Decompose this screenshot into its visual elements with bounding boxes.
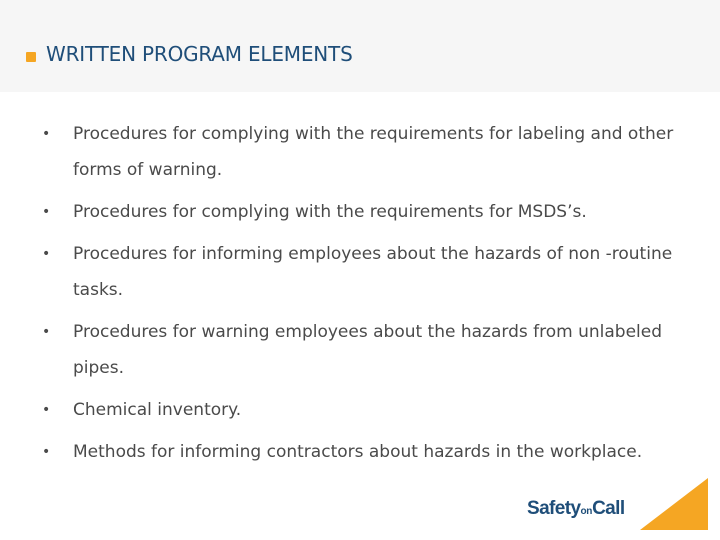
bullet-dot-icon: • xyxy=(42,246,51,262)
slide-title: WRITTEN PROGRAM ELEMENTS xyxy=(46,42,353,66)
bullet-item xyxy=(42,194,702,230)
bullet-item xyxy=(42,434,702,470)
bullet-dot-icon: • xyxy=(42,324,51,340)
safety-on-call-logo xyxy=(527,498,625,520)
bullet-list xyxy=(42,116,702,476)
bullet-text: Chemical inventory. xyxy=(73,400,242,420)
title-accent-square-icon xyxy=(26,52,36,62)
bullet-item xyxy=(42,314,702,386)
bullet-item xyxy=(42,392,702,428)
bullet-item xyxy=(42,116,702,188)
bullet-dot-icon: • xyxy=(42,204,51,220)
bullet-dot-icon: • xyxy=(42,126,51,142)
bullet-text: Procedures for informing employees about the hazards of non -routine tasks. xyxy=(73,244,673,300)
corner-triangle-icon xyxy=(640,478,708,530)
bullet-dot-icon: • xyxy=(42,402,51,418)
logo-text-call: Call xyxy=(592,498,625,519)
bullet-text: Methods for informing contractors about hazards in the workplace. xyxy=(73,442,643,462)
logo-text-on: on xyxy=(580,506,593,517)
bullet-text: Procedures for complying with the requirements for labeling and other forms of warning. xyxy=(73,124,674,180)
bullet-text: Procedures for complying with the requirements for MSDS’s. xyxy=(73,202,587,222)
title-bar xyxy=(0,0,720,92)
bullet-dot-icon: • xyxy=(42,444,51,460)
bullet-text: Procedures for warning employees about the hazards from unlabeled pipes. xyxy=(73,322,663,378)
logo-text-safety: Safety xyxy=(527,498,581,519)
bullet-item xyxy=(42,236,702,308)
